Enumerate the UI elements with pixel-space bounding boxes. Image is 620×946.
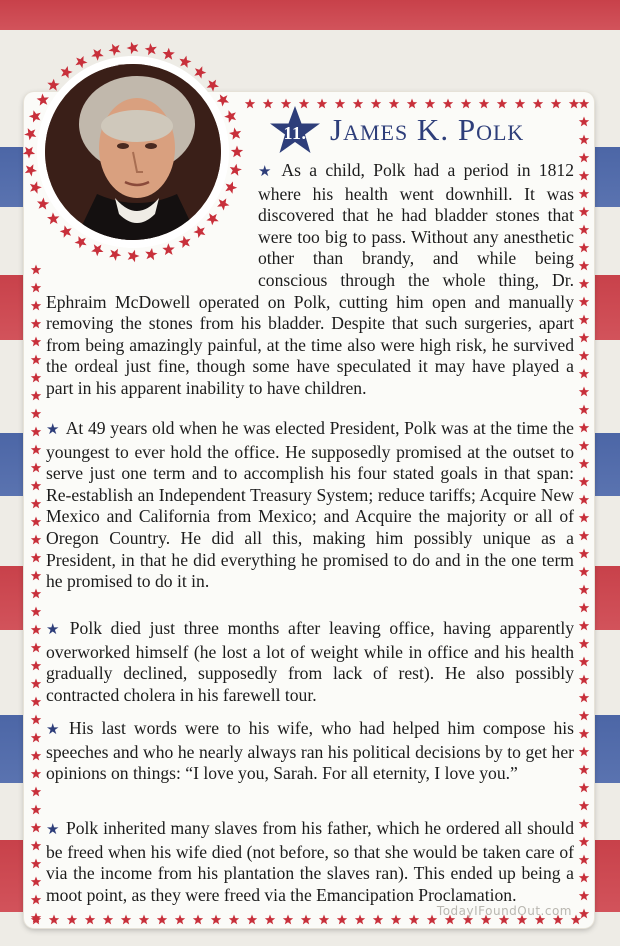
- border-star-icon: [49, 915, 59, 925]
- border-star-icon: [245, 99, 255, 109]
- border-star-icon: [127, 42, 139, 54]
- border-star-icon: [579, 459, 589, 469]
- border-star-icon: [31, 859, 41, 869]
- border-star-icon: [579, 171, 589, 181]
- border-star-icon: [579, 387, 589, 397]
- border-star-icon: [579, 639, 589, 649]
- border-star-icon: [283, 915, 293, 925]
- border-star-icon: [31, 625, 41, 635]
- portrait-spacer: [46, 160, 258, 272]
- border-star-icon: [25, 164, 37, 176]
- border-star-icon: [139, 915, 149, 925]
- border-star-icon: [579, 549, 589, 559]
- border-star-icon: [461, 99, 471, 109]
- border-star-icon: [30, 181, 42, 193]
- border-star-icon: [31, 751, 41, 761]
- border-star-icon: [31, 715, 41, 725]
- border-star-icon: [31, 337, 41, 347]
- border-star-icon: [247, 915, 257, 925]
- border-star-icon: [579, 657, 589, 667]
- border-star-icon: [319, 915, 329, 925]
- border-star-icon: [569, 99, 579, 109]
- border-star-icon: [31, 445, 41, 455]
- border-star-icon: [229, 915, 239, 925]
- border-star-icon: [31, 391, 41, 401]
- border-star-icon: [579, 135, 589, 145]
- border-star-icon: [579, 369, 589, 379]
- border-star-icon: [579, 729, 589, 739]
- border-star-icon: [579, 279, 589, 289]
- border-star-icon: [31, 427, 41, 437]
- border-star-icon: [31, 409, 41, 419]
- border-star-icon: [579, 891, 589, 901]
- border-star-icon: [409, 915, 419, 925]
- border-star-icon: [23, 147, 35, 159]
- border-star-icon: [224, 110, 236, 122]
- border-star-icon: [31, 769, 41, 779]
- fact-paragraph-5: ★ Polk inherited many slaves from his father, which he ordered all should be freed when his wife died (not before, so that she would be taken care of via the income from his plantation the slaves ran). This ended up being a moot point, as they were freed via the Emancipation Proclamation.: [46, 818, 574, 905]
- border-star-icon: [579, 297, 589, 307]
- border-star-icon: [579, 243, 589, 253]
- border-star-icon: [91, 49, 103, 61]
- bullet-star-icon: ★: [46, 422, 60, 438]
- border-star-icon: [571, 915, 581, 925]
- border-star-icon: [265, 915, 275, 925]
- border-star-icon: [579, 189, 589, 199]
- border-star-icon: [157, 915, 167, 925]
- border-star-icon: [579, 477, 589, 487]
- border-star-icon: [579, 621, 589, 631]
- border-star-icon: [29, 110, 41, 122]
- border-star-icon: [31, 877, 41, 887]
- border-star-icon: [579, 909, 589, 919]
- border-star-icon: [579, 225, 589, 235]
- border-star-icon: [389, 99, 399, 109]
- president-number: 11.: [283, 122, 307, 143]
- border-star-icon: [31, 733, 41, 743]
- border-star-icon: [31, 481, 41, 491]
- fact-paragraph-2: ★ At 49 years old when he was elected President, Polk was at the time the youngest to ever hold the office. He supposedly promised at the outset to serve just one term and to accomplish his four stated goals in that span: Re-establish an Independent Treasury System; reduce tariffs; Acquire New Mexico and California from Mexico; and Acquire the majority or all of Oregon Country. He did all this, making him possibly unique as a President, in that he did everything he promised to do and in the one term he promised to do it in.: [46, 418, 574, 592]
- border-star-icon: [355, 915, 365, 925]
- border-star-icon: [31, 373, 41, 383]
- border-star-icon: [31, 571, 41, 581]
- border-star-icon: [579, 693, 589, 703]
- border-star-icon: [579, 711, 589, 721]
- border-star-icon: [31, 463, 41, 473]
- border-star-icon: [121, 915, 131, 925]
- border-star-icon: [551, 99, 561, 109]
- border-star-icon: [31, 283, 41, 293]
- border-star-icon: [175, 915, 185, 925]
- border-star-icon: [31, 589, 41, 599]
- border-star-icon: [371, 99, 381, 109]
- border-star-icon: [515, 99, 525, 109]
- border-star-icon: [31, 535, 41, 545]
- border-star-icon: [31, 661, 41, 671]
- source-credit: TodayIFoundOut.com: [436, 904, 572, 918]
- border-star-icon: [425, 99, 435, 109]
- border-star-icon: [579, 261, 589, 271]
- fact-paragraph-1: ★ As a child, Polk had a period in 1812 where his health went downhill. It was discovered that he had bladder stones that were too big to pass. Without any anesthetic other than brandy, and while being conscious through the whole thing, Dr. Ephraim McDowell operated on Polk, cutting him open and manually removing the stones from his bladder. Despite that such surgeries, apart from being amazingly painful, at the time also were high risk, he survived the ordeal just fine, though some have speculated it may have played a part in his apparent inability to have children.: [46, 160, 574, 398]
- border-star-icon: [31, 553, 41, 563]
- border-star-icon: [579, 675, 589, 685]
- bullet-star-icon: ★: [258, 164, 276, 180]
- page-title: James K. Polk: [330, 112, 525, 147]
- bullet-star-icon: ★: [46, 622, 64, 638]
- border-star-icon: [31, 805, 41, 815]
- border-star-icon: [373, 915, 383, 925]
- border-star-icon: [85, 915, 95, 925]
- border-star-icon: [301, 915, 311, 925]
- border-star-icon: [497, 99, 507, 109]
- border-star-icon: [193, 915, 203, 925]
- border-star-icon: [579, 603, 589, 613]
- border-star-icon: [579, 513, 589, 523]
- border-star-icon: [67, 915, 77, 925]
- border-star-icon: [579, 99, 589, 109]
- border-star-icon: [579, 801, 589, 811]
- border-star-icon: [579, 819, 589, 829]
- border-star-icon: [579, 585, 589, 595]
- border-star-icon: [579, 747, 589, 757]
- border-star-icon: [353, 99, 363, 109]
- border-star-icon: [579, 333, 589, 343]
- border-star-icon: [31, 895, 41, 905]
- border-star-icon: [443, 99, 453, 109]
- border-star-icon: [31, 499, 41, 509]
- border-star-icon: [579, 315, 589, 325]
- border-star-icon: [31, 319, 41, 329]
- border-star-icon: [31, 823, 41, 833]
- border-star-icon: [31, 301, 41, 311]
- border-star-icon: [231, 146, 243, 158]
- border-star-icon: [211, 915, 221, 925]
- bullet-star-icon: ★: [46, 822, 60, 838]
- border-star-icon: [31, 517, 41, 527]
- border-star-icon: [103, 915, 113, 925]
- border-star-icon: [579, 405, 589, 415]
- border-star-icon: [579, 837, 589, 847]
- border-star-icon: [579, 783, 589, 793]
- border-star-icon: [335, 99, 345, 109]
- border-star-icon: [337, 915, 347, 925]
- border-star-icon: [579, 873, 589, 883]
- border-star-icon: [31, 355, 41, 365]
- border-star-icon: [31, 607, 41, 617]
- bullet-star-icon: ★: [46, 722, 64, 738]
- border-star-icon: [24, 128, 36, 140]
- border-star-icon: [533, 99, 543, 109]
- border-star-icon: [391, 915, 401, 925]
- border-star-icon: [579, 567, 589, 577]
- border-star-icon: [579, 351, 589, 361]
- border-star-icon: [579, 117, 589, 127]
- border-star-icon: [579, 495, 589, 505]
- border-star-icon: [479, 99, 489, 109]
- fact-paragraph-3: ★ Polk died just three months after leaving office, having apparently overworked himself (he lost a lot of weight while in office and his health gradually declined, supposedly from lack of rest). He also possibly contracted cholera in his farewell tour.: [46, 618, 575, 705]
- border-star-icon: [31, 787, 41, 797]
- border-star-icon: [31, 697, 41, 707]
- border-star-icon: [579, 531, 589, 541]
- fact-paragraph-4: ★ His last words were to his wife, who had helped him compose his speeches and who he nearly always ran his political decisions by to get her opinions on things: “I love you, Sarah. For all eternity, I love you.”: [46, 718, 574, 784]
- border-star-icon: [579, 207, 589, 217]
- border-star-icon: [145, 43, 157, 55]
- border-star-icon: [31, 265, 41, 275]
- border-star-icon: [31, 643, 41, 653]
- border-star-icon: [579, 765, 589, 775]
- border-star-icon: [407, 99, 417, 109]
- border-star-icon: [31, 679, 41, 689]
- border-star-icon: [229, 128, 241, 140]
- border-star-icon: [579, 153, 589, 163]
- border-star-icon: [579, 441, 589, 451]
- border-star-icon: [579, 423, 589, 433]
- border-star-icon: [427, 915, 437, 925]
- border-star-icon: [109, 44, 121, 56]
- border-star-icon: [579, 855, 589, 865]
- border-star-icon: [163, 48, 175, 60]
- border-star-icon: [31, 841, 41, 851]
